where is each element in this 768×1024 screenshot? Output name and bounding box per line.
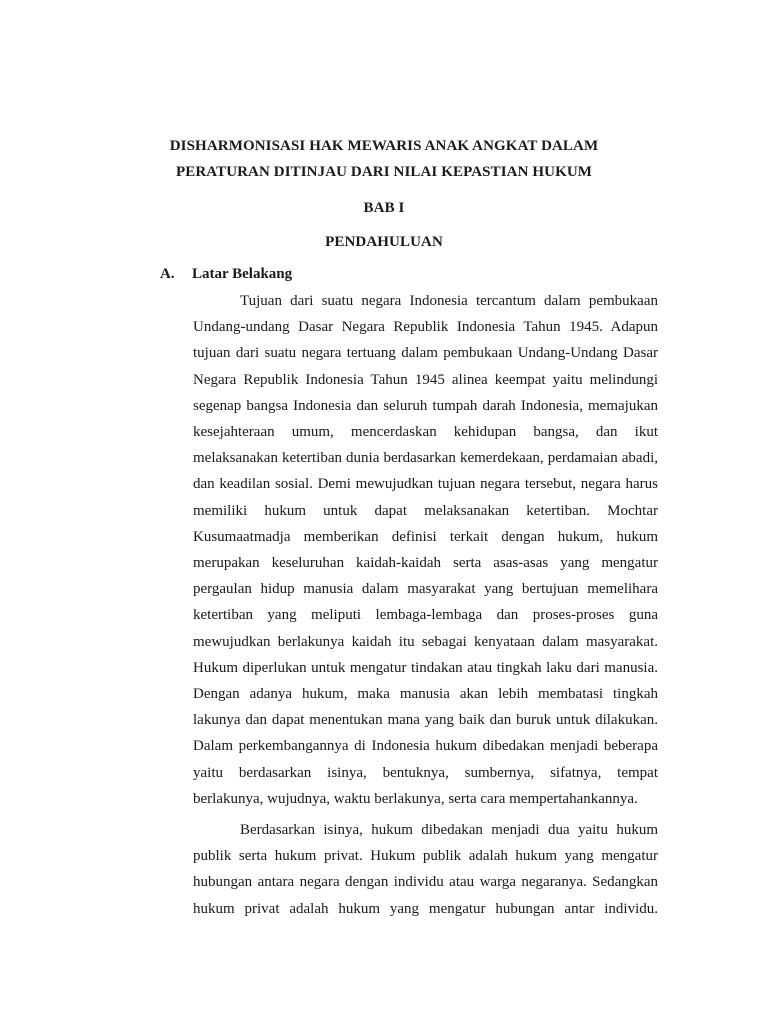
paragraph-1: Tujuan dari suatu negara Indonesia tercantum dalam pembukaan Undang-undang Dasar Negara Republik Indonesia Tahun 1945. Adapun tujuan dari suatu negara tertuang dalam pembukaan Undang-Undang Dasar Negara Republik Indonesia Tahun 1945 alinea keempat yaitu melindungi segenap bangsa Indonesia dan seluruh tumpah darah Indonesia, memajukan kesejahteraan umum, mencerdaskan kehidupan bangsa, dan ikut melaksanakan ketertiban dunia berdasarkan kemerdekaan, perdamaian abadi, dan keadilan sosial. Demi mewujudkan tujuan negara tersebut, negara harus memiliki hukum untuk dapat melaksanakan ketertiban. Mochtar Kusumaatmadja memberikan definisi terkait dengan hukum, hukum merupakan keseluruhan kaidah-kaidah serta asas-asas yang mengatur pergaulan hidup manusia dalam masyarakat yang bertujuan memelihara ketertiban yang meliputi lembaga-lembaga dan proses-proses guna mewujudkan berlakunya kaidah itu sebagai kenyataan dalam masyarakat. Hukum diperlukan untuk mengatur tindakan atau tingkah laku dari manusia. Dengan adanya hukum, maka manusia akan lebih membatasi tingkah lakunya dan dapat menentukan mana yang baik dan buruk untuk dilakukan. Dalam perkembangannya di Indonesia hukum dibedakan menjadi beberapa yaitu berdasarkan isinya, bentuknya, sumbernya, sifatnya, tempat berlakunya, wujudnya, waktu berlakunya, serta cara mempertahankannya.: [193, 293, 658, 807]
document-title-line-1: DISHARMONISASI HAK MEWARIS ANAK ANGKAT DALAM: [169, 138, 599, 154]
section-title: Latar Belakang: [192, 266, 293, 282]
document-title-line-2: PERATURAN DITINJAU DARI NILAI KEPASTIAN HUKUM: [175, 164, 593, 180]
chapter-heading: BAB I: [363, 200, 405, 216]
section-marker: A.: [160, 266, 175, 282]
paragraph-2: Berdasarkan isinya, hukum dibedakan menjadi dua yaitu hukum publik serta hukum privat. Hukum publik adalah hukum yang mengatur hubungan antara negara dengan individu atau warga negaranya. Sedangkan hukum privat adalah hukum yang mengatur hubungan antar individu.: [193, 822, 658, 917]
chapter-title: PENDAHULUAN: [325, 234, 443, 250]
section-heading: [160, 266, 292, 283]
